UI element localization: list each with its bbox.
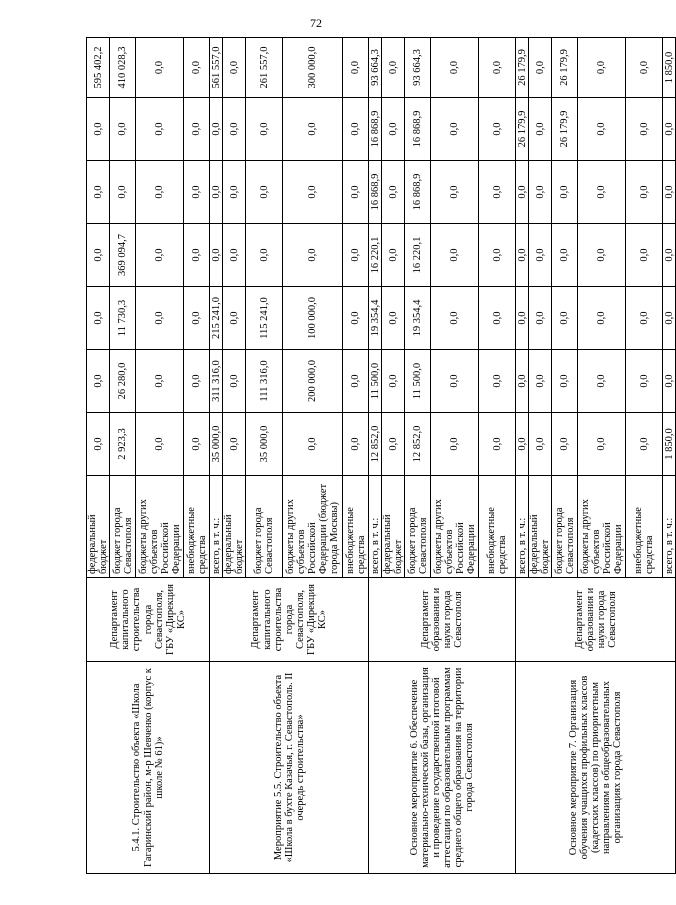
source-cell: бюджеты других субъектов Российской Федерации (бюджет города Москвы) xyxy=(283,476,343,578)
value-cell: 0,0 xyxy=(87,413,110,476)
value-cell: 0,0 xyxy=(578,224,626,287)
measure-name-cell: Мероприятие 5.5. Строительство объекта «Школа в бухте Казачья, г. Севастополь. II очередь строительства» xyxy=(210,662,369,874)
source-cell: внебюджетные средства xyxy=(479,476,516,578)
measure-name-cell: Основное мероприятие 6. Обеспечение материально-технической базы, организация и проведение государственной итоговой аттестации по образовательным программам среднего общего образования на территории города Севастополя xyxy=(369,662,516,874)
value-cell: 0,0 xyxy=(382,287,405,350)
value-cell: 0,0 xyxy=(343,98,369,161)
value-cell: 0,0 xyxy=(210,224,223,287)
total-cell: 0,0 xyxy=(578,38,626,98)
source-cell: всего, в т. ч.: xyxy=(369,476,382,578)
value-cell: 0,0 xyxy=(479,224,516,287)
value-cell: 0,0 xyxy=(382,413,405,476)
executor-cell: Департамент образования и науки города Севастополя xyxy=(369,578,516,662)
value-cell: 0,0 xyxy=(431,350,479,413)
total-cell: 0,0 xyxy=(382,38,405,98)
value-cell: 0,0 xyxy=(184,224,210,287)
value-cell: 0,0 xyxy=(87,287,110,350)
total-cell: 0,0 xyxy=(184,38,210,98)
value-cell: 19 354,4 xyxy=(369,287,382,350)
value-cell: 16 868,9 xyxy=(369,98,382,161)
total-cell: 0,0 xyxy=(343,38,369,98)
value-cell: 0,0 xyxy=(184,350,210,413)
source-cell: бюджеты других субъектов Российской Федерации xyxy=(431,476,479,578)
value-cell: 0,0 xyxy=(431,413,479,476)
value-cell: 1 850,0 xyxy=(663,413,676,476)
rotated-table-area xyxy=(86,38,675,874)
value-cell: 12 852,0 xyxy=(369,413,382,476)
source-cell: всего, в т. ч.: xyxy=(516,476,529,578)
funding-table xyxy=(86,37,676,874)
value-cell: 11 730,3 xyxy=(110,287,136,350)
value-cell: 0,0 xyxy=(431,161,479,224)
value-cell: 0,0 xyxy=(479,98,516,161)
executor-cell: Департамент капитального строительства города Севастополя, ГБУ «Дирекция КС» xyxy=(87,578,210,662)
value-cell: 0,0 xyxy=(246,161,283,224)
value-cell: 0,0 xyxy=(136,161,184,224)
source-cell: бюджет города Севастополя xyxy=(246,476,283,578)
value-cell: 0,0 xyxy=(110,98,136,161)
value-cell: 0,0 xyxy=(136,98,184,161)
value-cell: 0,0 xyxy=(626,413,663,476)
value-cell: 0,0 xyxy=(663,98,676,161)
value-cell: 0,0 xyxy=(516,161,529,224)
value-cell: 16 220,1 xyxy=(369,224,382,287)
value-cell: 0,0 xyxy=(343,413,369,476)
value-cell: 0,0 xyxy=(136,287,184,350)
source-cell: внебюджетные средства xyxy=(184,476,210,578)
value-cell: 0,0 xyxy=(87,350,110,413)
total-cell: 93 664,3 xyxy=(369,38,382,98)
measure-name-cell: Основное мероприятие 7. Организация обучения учащихся профильных классов (кадетских классов) по приоритетным направлениям в общеобразовательных организациях города Севастополя xyxy=(516,662,676,874)
value-cell: 0,0 xyxy=(382,98,405,161)
source-cell: бюджет города Севастополя xyxy=(405,476,431,578)
value-cell: 0,0 xyxy=(552,413,578,476)
value-cell: 0,0 xyxy=(663,287,676,350)
value-cell: 0,0 xyxy=(529,224,552,287)
source-cell: внебюджетные средства xyxy=(343,476,369,578)
total-cell: 26 179,9 xyxy=(516,38,529,98)
value-cell: 369 094,7 xyxy=(110,224,136,287)
executor-cell: Департамент капитального строительства города Севастополя, ГБУ «Дирекция КС» xyxy=(210,578,369,662)
source-cell: бюджеты других субъектов Российской Федерации xyxy=(578,476,626,578)
value-cell: 0,0 xyxy=(626,350,663,413)
value-cell: 0,0 xyxy=(529,161,552,224)
value-cell: 100 000,0 xyxy=(283,287,343,350)
value-cell: 26 179,9 xyxy=(516,98,529,161)
value-cell: 0,0 xyxy=(516,413,529,476)
source-cell: всего, в т. ч.: xyxy=(210,476,223,578)
total-cell: 26 179,9 xyxy=(552,38,578,98)
value-cell: 0,0 xyxy=(136,350,184,413)
value-cell: 26 179,9 xyxy=(552,98,578,161)
source-cell: федеральный бюджет xyxy=(529,476,552,578)
value-cell: 0,0 xyxy=(184,413,210,476)
total-cell: 300 000,0 xyxy=(283,38,343,98)
source-cell: бюджет города Севастополя xyxy=(552,476,578,578)
value-cell: 11 500,0 xyxy=(405,350,431,413)
value-cell: 0,0 xyxy=(431,224,479,287)
value-cell: 0,0 xyxy=(110,161,136,224)
value-cell: 0,0 xyxy=(578,413,626,476)
measure-name-cell: 5.4.1. Строительство объекта «Школа Гагаринский район, м-р Шевченко (корпус к школе № 61)» xyxy=(87,662,210,874)
table-row xyxy=(87,38,110,874)
value-cell: 0,0 xyxy=(516,350,529,413)
table-row xyxy=(369,38,382,874)
value-cell: 0,0 xyxy=(283,161,343,224)
total-cell: 0,0 xyxy=(136,38,184,98)
value-cell: 0,0 xyxy=(184,98,210,161)
value-cell: 0,0 xyxy=(578,161,626,224)
value-cell: 0,0 xyxy=(343,287,369,350)
total-cell: 0,0 xyxy=(223,38,246,98)
total-cell: 595 402,2 xyxy=(87,38,110,98)
value-cell: 0,0 xyxy=(663,161,676,224)
value-cell: 0,0 xyxy=(626,98,663,161)
table-row xyxy=(516,38,529,874)
value-cell: 0,0 xyxy=(223,161,246,224)
value-cell: 0,0 xyxy=(663,224,676,287)
value-cell: 0,0 xyxy=(210,161,223,224)
total-cell: 0,0 xyxy=(431,38,479,98)
value-cell: 35 000,0 xyxy=(210,413,223,476)
page-number: 72 xyxy=(310,16,322,30)
funding-table-body xyxy=(87,38,676,874)
value-cell: 0,0 xyxy=(626,224,663,287)
source-cell: федеральный бюджет xyxy=(382,476,405,578)
total-cell: 0,0 xyxy=(529,38,552,98)
value-cell: 16 868,9 xyxy=(405,98,431,161)
total-cell: 261 557,0 xyxy=(246,38,283,98)
value-cell: 0,0 xyxy=(87,161,110,224)
value-cell: 0,0 xyxy=(382,161,405,224)
source-cell: бюджет города Севастополя xyxy=(110,476,136,578)
value-cell: 115 241,0 xyxy=(246,287,283,350)
total-cell: 93 664,3 xyxy=(405,38,431,98)
value-cell: 111 316,0 xyxy=(246,350,283,413)
value-cell: 0,0 xyxy=(626,287,663,350)
value-cell: 0,0 xyxy=(223,287,246,350)
value-cell: 12 852,0 xyxy=(405,413,431,476)
value-cell: 16 868,9 xyxy=(405,161,431,224)
value-cell: 0,0 xyxy=(663,350,676,413)
value-cell: 0,0 xyxy=(578,98,626,161)
value-cell: 0,0 xyxy=(479,287,516,350)
value-cell: 0,0 xyxy=(516,287,529,350)
value-cell: 26 280,0 xyxy=(110,350,136,413)
value-cell: 0,0 xyxy=(283,413,343,476)
value-cell: 0,0 xyxy=(343,224,369,287)
value-cell: 0,0 xyxy=(223,350,246,413)
total-cell: 0,0 xyxy=(479,38,516,98)
value-cell: 0,0 xyxy=(516,224,529,287)
value-cell: 19 354,4 xyxy=(405,287,431,350)
source-cell: федеральный бюджет xyxy=(223,476,246,578)
executor-cell: Департамент образования и науки города Севастополя xyxy=(516,578,676,662)
value-cell: 0,0 xyxy=(184,161,210,224)
source-cell: всего, в т. ч.: xyxy=(663,476,676,578)
value-cell: 0,0 xyxy=(210,98,223,161)
value-cell: 0,0 xyxy=(283,224,343,287)
table-row xyxy=(210,38,223,874)
value-cell: 215 241,0 xyxy=(210,287,223,350)
value-cell: 0,0 xyxy=(382,224,405,287)
value-cell: 0,0 xyxy=(479,350,516,413)
value-cell: 0,0 xyxy=(223,224,246,287)
source-cell: федеральный бюджет xyxy=(87,476,110,578)
value-cell: 0,0 xyxy=(246,98,283,161)
value-cell: 0,0 xyxy=(223,98,246,161)
value-cell: 0,0 xyxy=(246,224,283,287)
value-cell: 0,0 xyxy=(578,350,626,413)
value-cell: 0,0 xyxy=(431,98,479,161)
value-cell: 0,0 xyxy=(382,350,405,413)
value-cell: 0,0 xyxy=(578,287,626,350)
value-cell: 0,0 xyxy=(529,350,552,413)
value-cell: 16 220,1 xyxy=(405,224,431,287)
value-cell: 0,0 xyxy=(552,224,578,287)
total-cell: 0,0 xyxy=(626,38,663,98)
value-cell: 200 000,0 xyxy=(283,350,343,413)
value-cell: 11 500,0 xyxy=(369,350,382,413)
source-cell: бюджеты других субъектов Российской Федерации xyxy=(136,476,184,578)
value-cell: 0,0 xyxy=(552,161,578,224)
value-cell: 0,0 xyxy=(184,287,210,350)
value-cell: 0,0 xyxy=(87,98,110,161)
value-cell: 0,0 xyxy=(136,224,184,287)
value-cell: 0,0 xyxy=(529,413,552,476)
value-cell: 2 923,3 xyxy=(110,413,136,476)
value-cell: 0,0 xyxy=(283,98,343,161)
value-cell: 0,0 xyxy=(431,287,479,350)
source-cell: внебюджетные средства xyxy=(626,476,663,578)
value-cell: 0,0 xyxy=(479,161,516,224)
value-cell: 0,0 xyxy=(136,413,184,476)
value-cell: 0,0 xyxy=(529,98,552,161)
total-cell: 410 028,3 xyxy=(110,38,136,98)
value-cell: 0,0 xyxy=(626,161,663,224)
value-cell: 0,0 xyxy=(529,287,552,350)
total-cell: 1 850,0 xyxy=(663,38,676,98)
value-cell: 35 000,0 xyxy=(246,413,283,476)
value-cell: 0,0 xyxy=(479,413,516,476)
value-cell: 0,0 xyxy=(343,350,369,413)
rotated-page xyxy=(86,38,675,874)
value-cell: 0,0 xyxy=(223,413,246,476)
value-cell: 0,0 xyxy=(87,224,110,287)
value-cell: 16 868,9 xyxy=(369,161,382,224)
value-cell: 311 316,0 xyxy=(210,350,223,413)
value-cell: 0,0 xyxy=(343,161,369,224)
total-cell: 561 557,0 xyxy=(210,38,223,98)
value-cell: 0,0 xyxy=(552,350,578,413)
value-cell: 0,0 xyxy=(552,287,578,350)
